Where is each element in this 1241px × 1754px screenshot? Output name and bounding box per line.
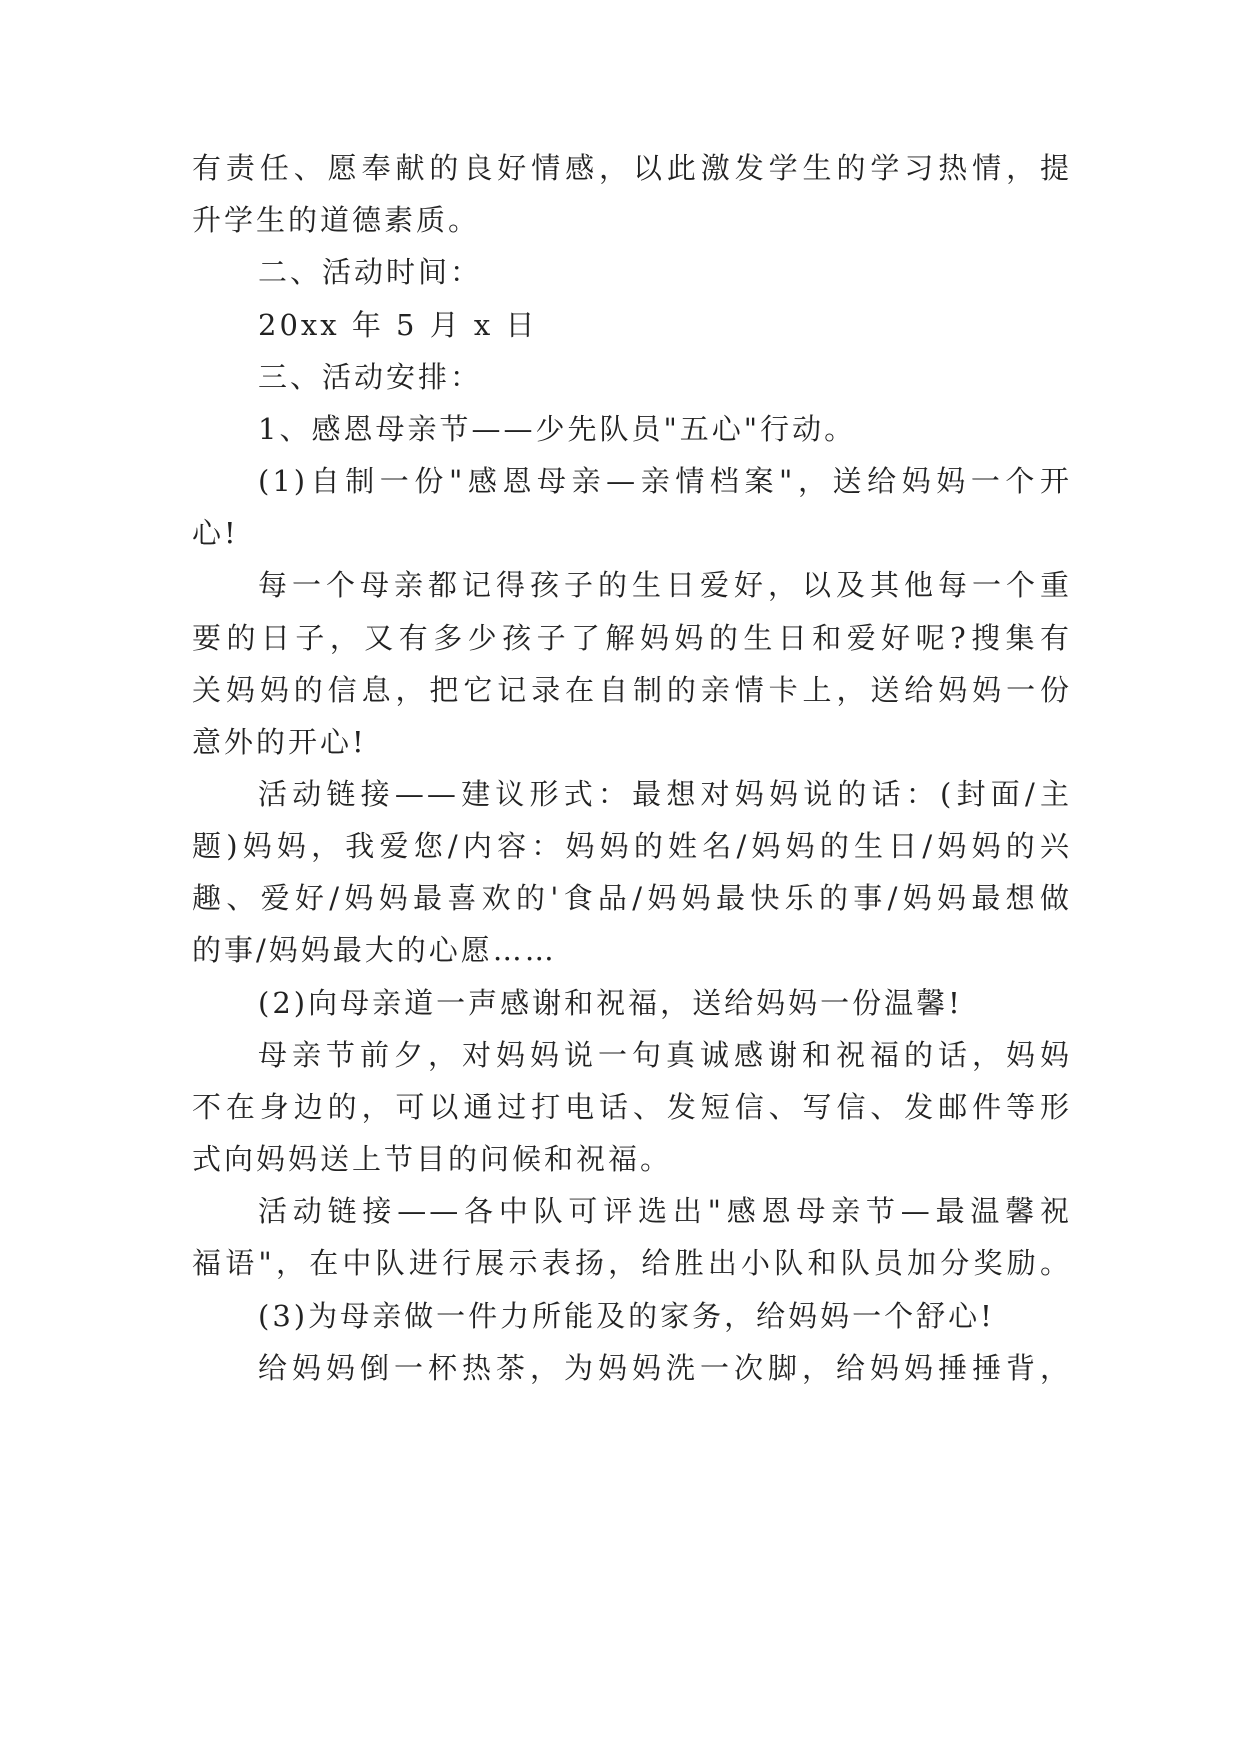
text-line-22: 福语"，在中队进行展示表扬，给胜出小队和队员加分奖励。 (192, 1246, 1072, 1280)
text-line-19: 不在身边的，可以通过打电话、发短信、写信、发邮件等形 (192, 1090, 1072, 1124)
text-line-8: 心! (192, 516, 239, 550)
section-heading-arrangement: 三、活动安排： (258, 360, 483, 394)
item-heading-1: 1、感恩母亲节——少先队员"五心"行动。 (258, 412, 857, 446)
text-line-2: 升学生的道德素质。 (192, 203, 481, 237)
text-line-1: 有责任、愿奉献的良好情感，以此激发学生的学习热情，提 (192, 151, 1072, 185)
sub-item-heading-2: (2)向母亲道一声感谢和祝福，送给妈妈一份温馨! (258, 986, 963, 1020)
activity-date: 20xx 年 5 月 x 日 (258, 308, 538, 342)
text-line-11: 关妈妈的信息，把它记录在自制的亲情卡上，送给妈妈一份 (192, 673, 1072, 707)
text-line-15: 趣、爱好/妈妈最喜欢的'食品/妈妈最快乐的事/妈妈最想做 (192, 881, 1072, 915)
text-line-12: 意外的开心! (192, 725, 367, 759)
text-line-14: 题)妈妈，我爱您/内容：妈妈的姓名/妈妈的生日/妈妈的兴 (192, 829, 1072, 863)
activity-link-2: 活动链接——各中队可评选出"感恩母亲节—最温馨祝 (258, 1194, 1072, 1228)
text-line-16: 的事/妈妈最大的心愿…… (192, 933, 557, 967)
text-line-9: 每一个母亲都记得孩子的生日爱好，以及其他每一个重 (258, 568, 1072, 602)
sub-item-heading-1: (1)自制一份"感恩母亲—亲情档案"，送给妈妈一个开 (258, 464, 1072, 498)
sub-item-heading-3: (3)为母亲做一件力所能及的家务，给妈妈一个舒心! (258, 1299, 995, 1333)
text-line-18: 母亲节前夕，对妈妈说一句真诚感谢和祝福的话，妈妈 (258, 1038, 1072, 1072)
text-line-20: 式向妈妈送上节目的问候和祝福。 (192, 1142, 673, 1176)
text-line-24: 给妈妈倒一杯热茶，为妈妈洗一次脚，给妈妈捶捶背， (258, 1351, 1072, 1385)
text-line-10: 要的日子，又有多少孩子了解妈妈的生日和爱好呢?搜集有 (192, 621, 1072, 655)
activity-link-1: 活动链接——建议形式：最想对妈妈说的话：(封面/主 (258, 777, 1072, 811)
section-heading-time: 二、活动时间： (258, 255, 483, 289)
